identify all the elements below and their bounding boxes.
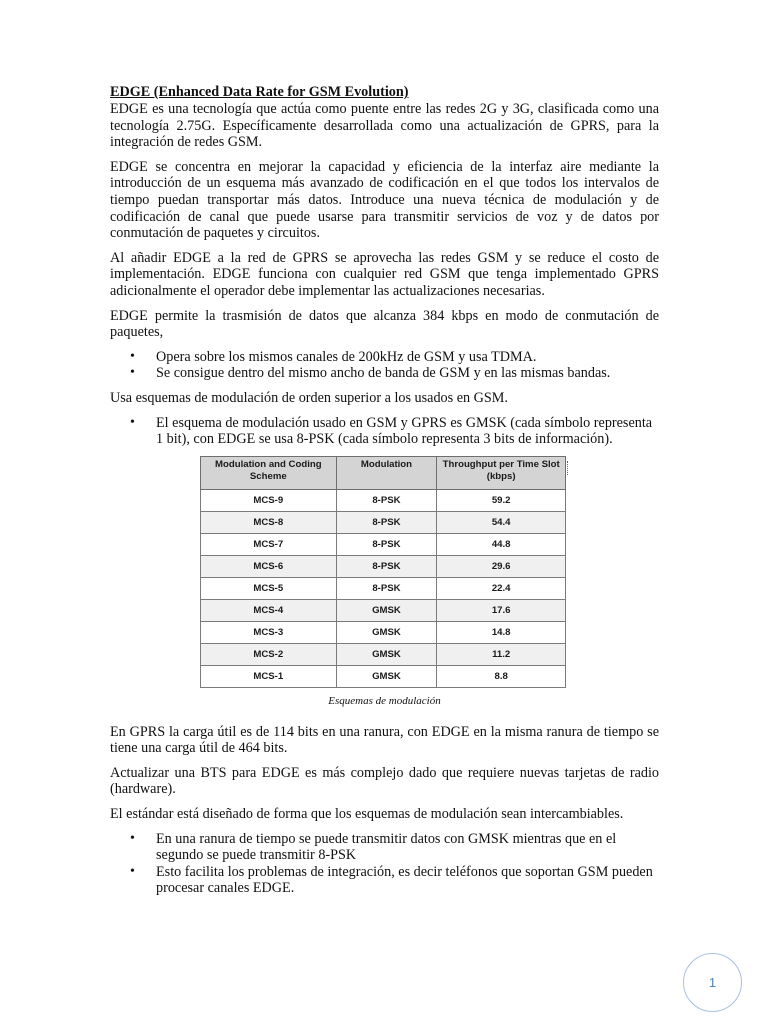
table-cell: 54.4 [437, 511, 566, 533]
table-cell: 11.2 [437, 643, 566, 665]
bullet-icon: • [130, 830, 135, 846]
column-header: Modulation and Coding Scheme [201, 456, 337, 489]
table-row [201, 643, 566, 665]
paragraph-modulation: Usa esquemas de modulación de orden superior a los usados en GSM. [110, 389, 508, 406]
table-row [201, 599, 566, 621]
table-row [201, 511, 566, 533]
table-row [201, 555, 566, 577]
table-cell: GMSK [336, 599, 437, 621]
page-number-badge [683, 953, 742, 1012]
table-cell: MCS-7 [201, 533, 337, 555]
table-cell: MCS-3 [201, 621, 337, 643]
list-item: • En una ranura de tiempo se puede transmitir datos con GMSK mientras que en el segundo se puede transmitir 8-PSK [130, 830, 617, 864]
bullet-icon: • [130, 348, 135, 364]
bullet-icon: • [130, 414, 135, 430]
intro-paragraph: EDGE es una tecnología que actúa como puente entre las redes 2G y 3G, clasificada como una tecnología 2.75G. Específicamente desarrollada como una actualización de GPRS, para la integración de redes GSM. [110, 101, 659, 151]
table-cell: MCS-1 [201, 665, 337, 687]
table-caption: Esquemas de modulación [328, 694, 441, 707]
modulation-table [200, 456, 566, 688]
table-cell: MCS-5 [201, 577, 337, 599]
table-cell: 8-PSK [336, 489, 437, 511]
bullet-list-interchangeable [110, 831, 659, 897]
table-cell: GMSK [336, 665, 437, 687]
bullet-list-schemes [110, 415, 659, 448]
table-cell: GMSK [336, 621, 437, 643]
table-header-row [201, 456, 566, 489]
table-cell: 29.6 [437, 555, 566, 577]
table-row [201, 577, 566, 599]
list-item: • Esto facilita los problemas de integración, es decir teléfonos que soportan GSM pueden procesar canales EDGE. [130, 863, 653, 897]
table-cell: GMSK [336, 643, 437, 665]
bullet-list-channels [110, 349, 659, 382]
column-header: Modulation [336, 456, 437, 489]
table-cell: 17.6 [437, 599, 566, 621]
page-number: 1 [708, 975, 717, 990]
table-cell: 59.2 [437, 489, 566, 511]
document-title: EDGE (Enhanced Data Rate for GSM Evolution) [110, 84, 409, 100]
table-cell: 22.4 [437, 577, 566, 599]
table-cell: 44.8 [437, 533, 566, 555]
table-cell: MCS-8 [201, 511, 337, 533]
document-page [110, 84, 659, 905]
crop-mark [567, 461, 572, 475]
table-cell: 8-PSK [336, 555, 437, 577]
table-cell: MCS-4 [201, 599, 337, 621]
paragraph-payload: En GPRS la carga útil es de 114 bits en una ranura, con EDGE en la misma ranura de tiempo se tiene una carga útil de 464 bits. [110, 723, 659, 757]
table-row [201, 489, 566, 511]
table-cell: 8.8 [437, 665, 566, 687]
column-header: Throughput per Time Slot (kbps) [437, 456, 566, 489]
list-item: • El esquema de modulación usado en GSM y GPRS es GMSK (cada símbolo representa 1 bit), con EDGE se usa 8-PSK (cada símbolo representa 3 bits de información). [130, 414, 653, 448]
list-item: • Opera sobre los mismos canales de 200kHz de GSM y usa TDMA. [130, 348, 537, 365]
paragraph-data-rate: EDGE permite la trasmisión de datos que alcanza 384 kbps en modo de conmutación de paquetes, [110, 307, 659, 341]
table-cell: MCS-2 [201, 643, 337, 665]
table-row [201, 665, 566, 687]
table-row [201, 533, 566, 555]
table-row [201, 621, 566, 643]
bullet-icon: • [130, 365, 135, 381]
paragraph-bts-upgrade: Actualizar una BTS para EDGE es más complejo dado que requiere nuevas tarjetas de radio (hardware). [110, 764, 659, 798]
table-cell: 8-PSK [336, 577, 437, 599]
table-cell: 8-PSK [336, 533, 437, 555]
paragraph-gprs-network: Al añadir EDGE a la red de GPRS se aprovecha las redes GSM y se reduce el costo de implementación. EDGE funciona con cualquier red GSM que tenga implementado GPRS adicionalmente el operador debe implementar las actualizaciones necesarias. [110, 249, 659, 299]
table-cell: 8-PSK [336, 511, 437, 533]
table-cell: MCS-9 [201, 489, 337, 511]
modulation-table-figure [200, 456, 566, 708]
table-cell: 14.8 [437, 621, 566, 643]
paragraph-standard: El estándar está diseñado de forma que los esquemas de modulación sean intercambiables. [110, 806, 624, 823]
list-item: • Se consigue dentro del mismo ancho de banda de GSM y en las mismas bandas. [130, 365, 611, 382]
table-cell: MCS-6 [201, 555, 337, 577]
bullet-icon: • [130, 863, 135, 879]
paragraph-air-interface: EDGE se concentra en mejorar la capacidad y eficiencia de la interfaz aire mediante la introducción de un esquema más avanzado de codificación en el que todos los intervalos de tiempo puedan transportar más datos. Introduce una nueva técnica de modulación y de codificación de canal que puede usarse para transmitir servicios de voz y de datos por conmutación de paquetes y circuitos. [110, 158, 659, 242]
